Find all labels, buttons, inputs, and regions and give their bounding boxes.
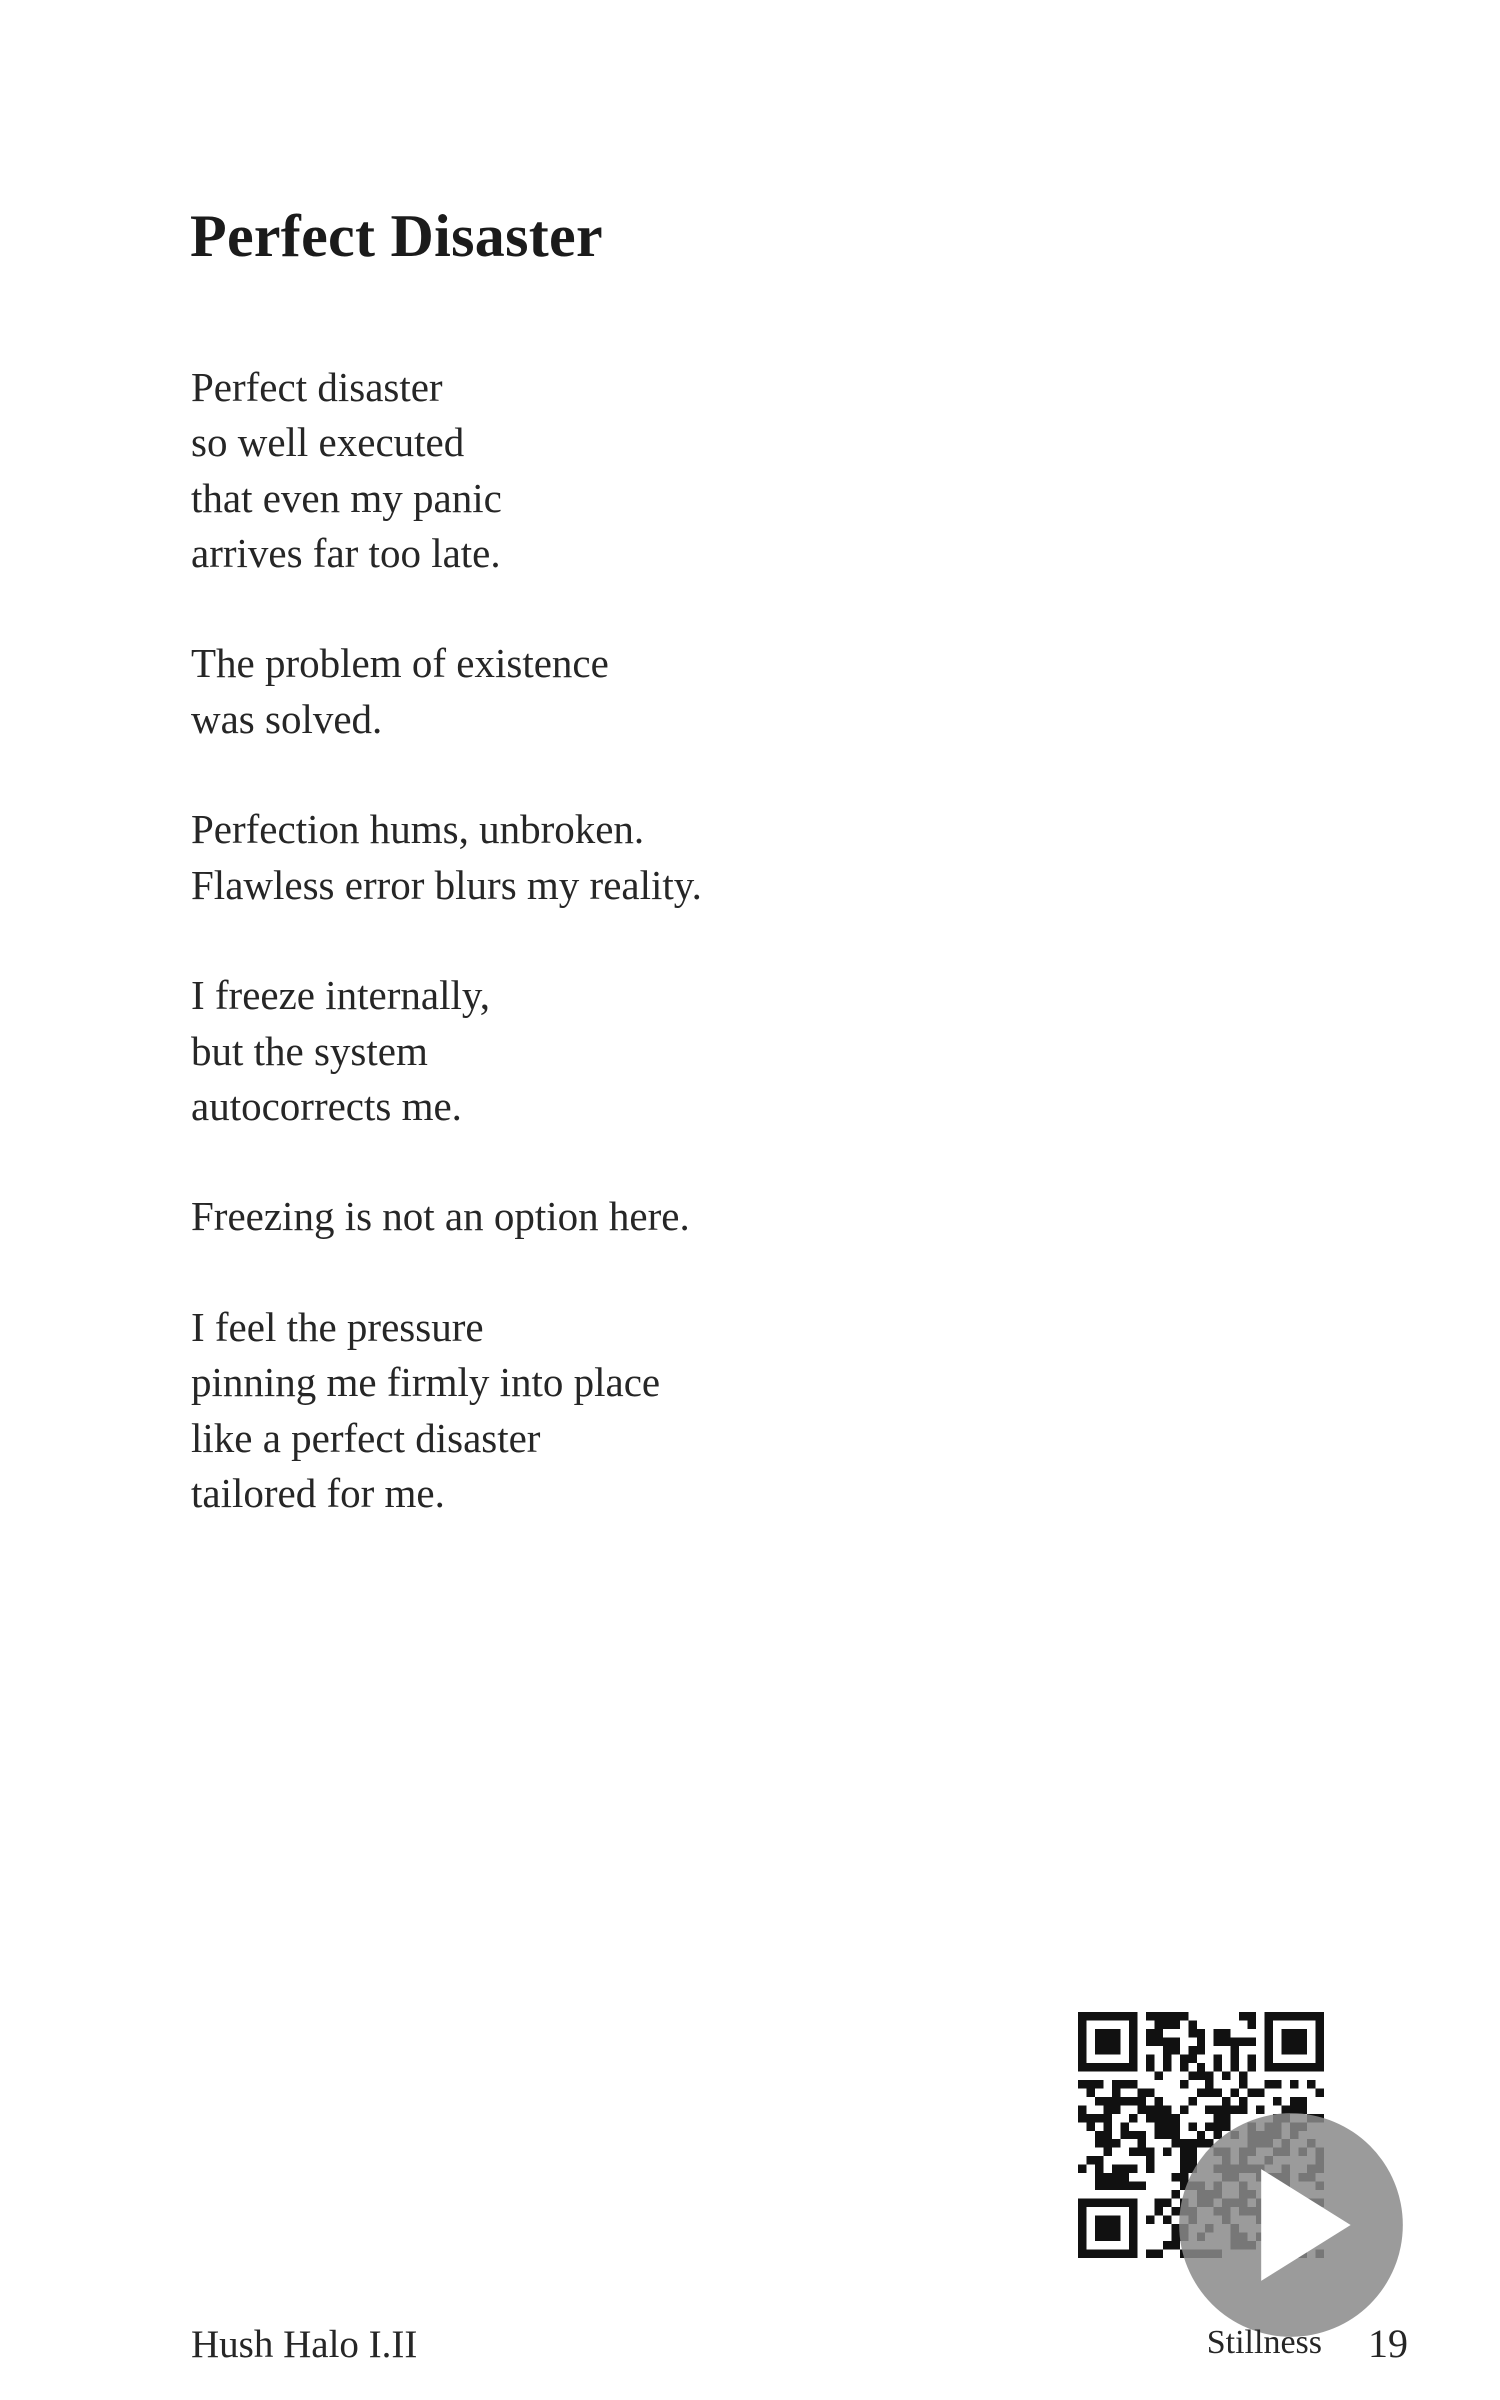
stanza xyxy=(191,968,702,1134)
book-title: Hush Halo I.II xyxy=(191,2323,418,2366)
stanza xyxy=(191,636,702,747)
poem-line: like a perfect disaster xyxy=(191,1414,541,1461)
poem-line: pinning me firmly into place xyxy=(191,1359,661,1406)
section-name: Stillness xyxy=(1206,2324,1322,2361)
stanza xyxy=(191,1189,702,1244)
poem-line: tailored for me. xyxy=(191,1469,445,1516)
stanza xyxy=(191,1300,702,1521)
poem-line: Perfection hums, unbroken. xyxy=(191,806,645,853)
poem-line: Perfect disaster xyxy=(191,364,443,410)
poem-title: Perfect Disaster xyxy=(190,203,603,269)
poem-line: I freeze internally, xyxy=(191,972,490,1019)
poem-line: that even my panic xyxy=(191,474,502,521)
poem-line: so well executed xyxy=(191,419,465,466)
poem-line: The problem of existence xyxy=(191,640,609,687)
stanza xyxy=(191,802,702,913)
poem-line: I feel the pressure xyxy=(191,1304,484,1351)
poem-line: arrives far too late. xyxy=(191,529,501,576)
page-number: 19 xyxy=(1368,2321,1408,2366)
poem-line: was solved. xyxy=(191,695,383,742)
poem-line: Flawless error blurs my reality. xyxy=(191,861,702,908)
poem-line: Freezing is not an option here. xyxy=(191,1193,690,1240)
poem-body xyxy=(191,360,702,1577)
play-icon xyxy=(1168,2102,1414,2348)
poem-line: but the system xyxy=(191,1027,428,1074)
poem-line: autocorrects me. xyxy=(191,1082,462,1129)
qr-code[interactable] xyxy=(1078,2012,1324,2258)
stanza xyxy=(191,360,702,581)
